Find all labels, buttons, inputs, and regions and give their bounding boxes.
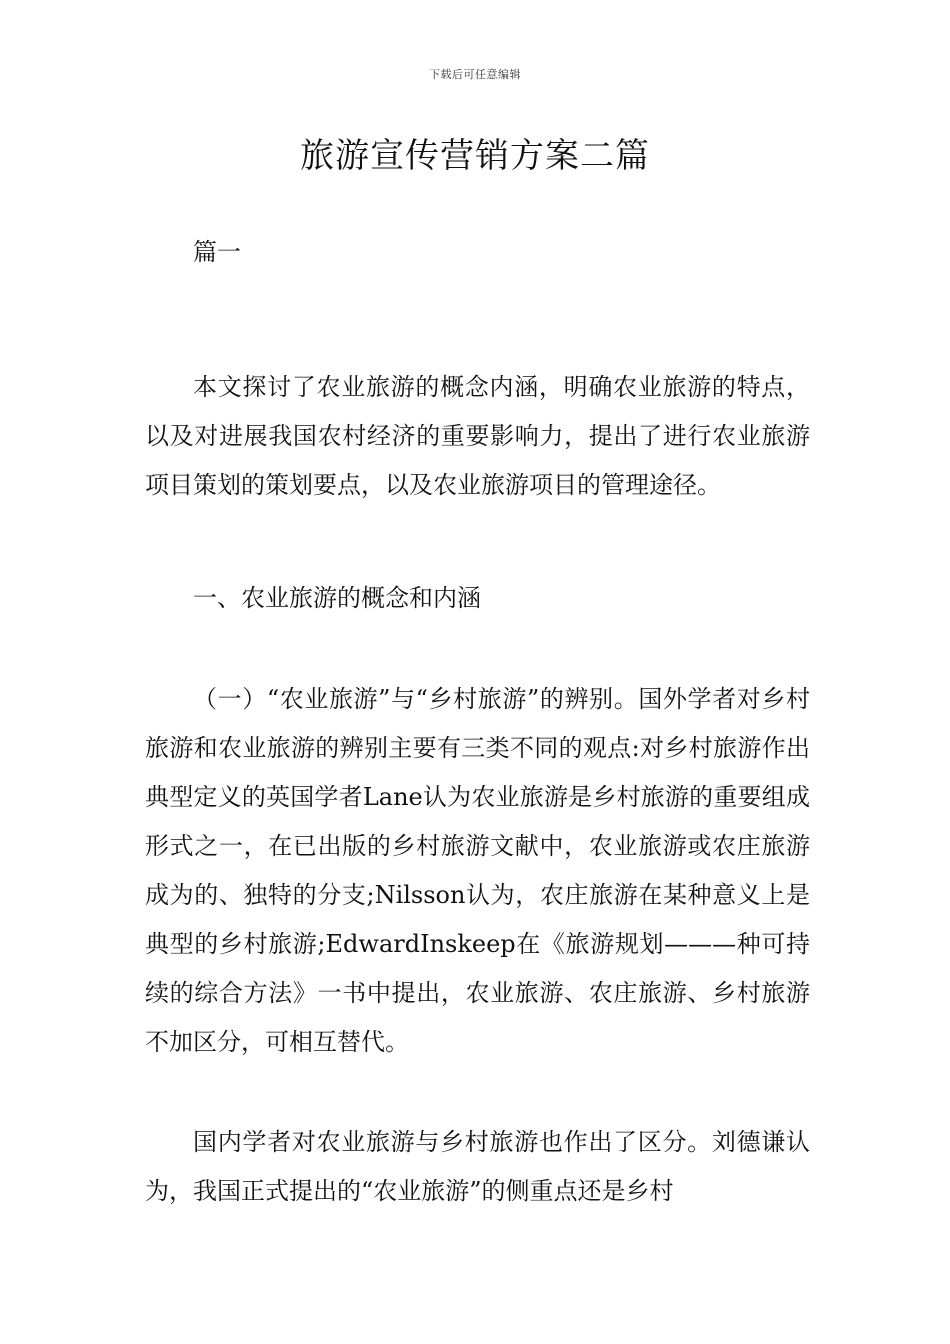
document-title: 旅游宣传营销方案二篇	[300, 136, 650, 176]
body-paragraph: 国内学者对农业旅游与乡村旅游也作出了区分。刘德谦认为，我国正式提出的“农业旅游”的侧重点还是乡村	[145, 1128, 810, 1205]
section-label: 篇一	[193, 238, 241, 266]
section-heading: 一、农业旅游的概念和内涵	[193, 584, 481, 612]
header-note: 下载后可任意编辑	[429, 68, 521, 81]
document-body	[145, 228, 810, 1216]
body-paragraph: （一）“农业旅游”与“乡村旅游”的辨别。国外学者对乡村旅游和农业旅游的辨别主要有三类不同的观点:对乡村旅游作出典型定义的英国学者Lane认为农业旅游是乡村旅游的重要组成形式之一，在已出版的乡村旅游文献中，农业旅游或农庄旅游成为的、独特的分支;Nilsson认为，农庄旅游在某种意义上是典型的乡村旅游;EdwardInskeep在《旅游规划———种可持续的综合方法》一书中提出，农业旅游、农庄旅游、乡村旅游不加区分，可相互替代。	[145, 685, 810, 1056]
abstract-paragraph: 本文探讨了农业旅游的概念内涵，明确农业旅游的特点，以及对进展我国农村经济的重要影响力，提出了进行农业旅游项目策划的策划要点，以及农业旅游项目的管理途径。	[145, 373, 810, 499]
